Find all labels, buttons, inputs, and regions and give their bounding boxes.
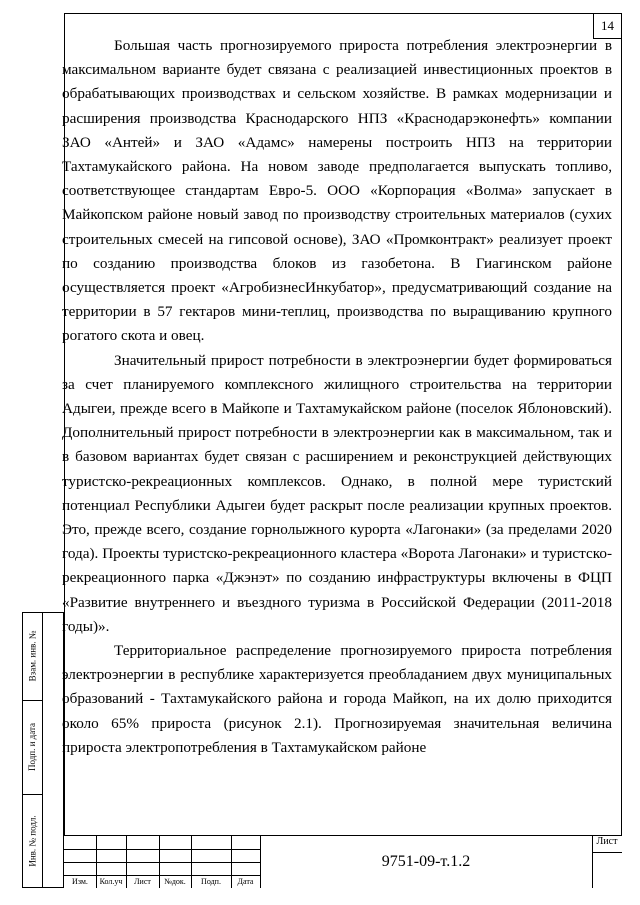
col-label-date: Дата [237, 877, 254, 886]
side-label-sign-date: Подп. и дата [27, 722, 38, 772]
paragraph: Значительный прирост потребности в электроэнергии будет формироваться за счет планируемого комплексного жилищного строительства на территории Адыгеи, прежде всего в Майкопе и Тахтамукайском районе (поселок Яблоновский). Дополнительный прирост потребности в электроэнергии как в максимальном, так и в базовом вариантах будет связан с расширением и реконструкцией действующих туристско-рекреационных комплексов. Однако, в полной мере туристский потенциал Республики Адыгеи будет раскрыт после реализации крупных проектов. Это, прежде всего, создание горнолыжного курорта «Лагонаки» (за пределами 2020 года). Проекты туристско-рекреационного кластера «Ворота Лагонаки» и туристско-рекреационного парка «Джэнэт» по созданию инфраструктуры включены в ФЦП «Развитие внутреннего и въездного туризма в Российской Федерации (2011-2018 годы)». [62, 351, 612, 635]
col-label-change: Изм. [72, 877, 88, 886]
col-label-sheet: Лист [134, 877, 151, 886]
title-block [64, 835, 622, 888]
document-body [62, 34, 612, 760]
side-label-replace-inv: Взам. инв. № [27, 630, 38, 682]
side-label-inv-original: Инв. № подл. [27, 815, 38, 867]
col-label-doc: №док. [164, 877, 186, 886]
col-label-sign: Подп. [201, 877, 221, 886]
side-stamp [22, 612, 64, 888]
paragraph: Большая часть прогнозируемого прироста потребления электроэнергии в максимальном варианте будет связана с реализацией инвестиционных проектов в обрабатывающих производствах и сельском хозяйстве. В рамках модернизации и расширения производства Краснодарского НПЗ «Краснодарэконефть» компании ЗАО «Антей» и ЗАО «Адамс» намерены построить НПЗ на территории Тахтамукайского района. На новом заводе предполагается выпускать топливо, соответствующее стандартам Евро-5. ООО «Корпорация «Волма» запускает в Майкопском районе новый завод по производству строительных материалов (сухих строительных смесей на гипсовой основе), ЗАО «Промконтракт» реализует проект по созданию производства блоков из газобетона. В Гиагинском районе осуществляется проект «АгробизнесИнкубатор», предусматривающий создание на территории в 57 гектаров мини-теплиц, производства по выращиванию крупного рогатого скота и овец. [62, 37, 612, 345]
col-label-qty: Кол.уч [99, 877, 123, 886]
sheet-label: Лист [592, 836, 622, 853]
page-number: 14 [593, 14, 621, 39]
document-code: 9751-09-т.1.2 [381, 853, 471, 870]
side-value-column [42, 612, 64, 888]
paragraph: Территориальное распределение прогнозируемого прироста потребления электроэнергии в республике характеризуется преобладанием двух муниципальных образований - Тахтамукайского района и города Майкоп, на их долю приходится около 65% прироста (рисунок 2.1). Прогнозируемая значительная величина прироста электропотребления в Тахтамукайском районе [62, 642, 612, 756]
